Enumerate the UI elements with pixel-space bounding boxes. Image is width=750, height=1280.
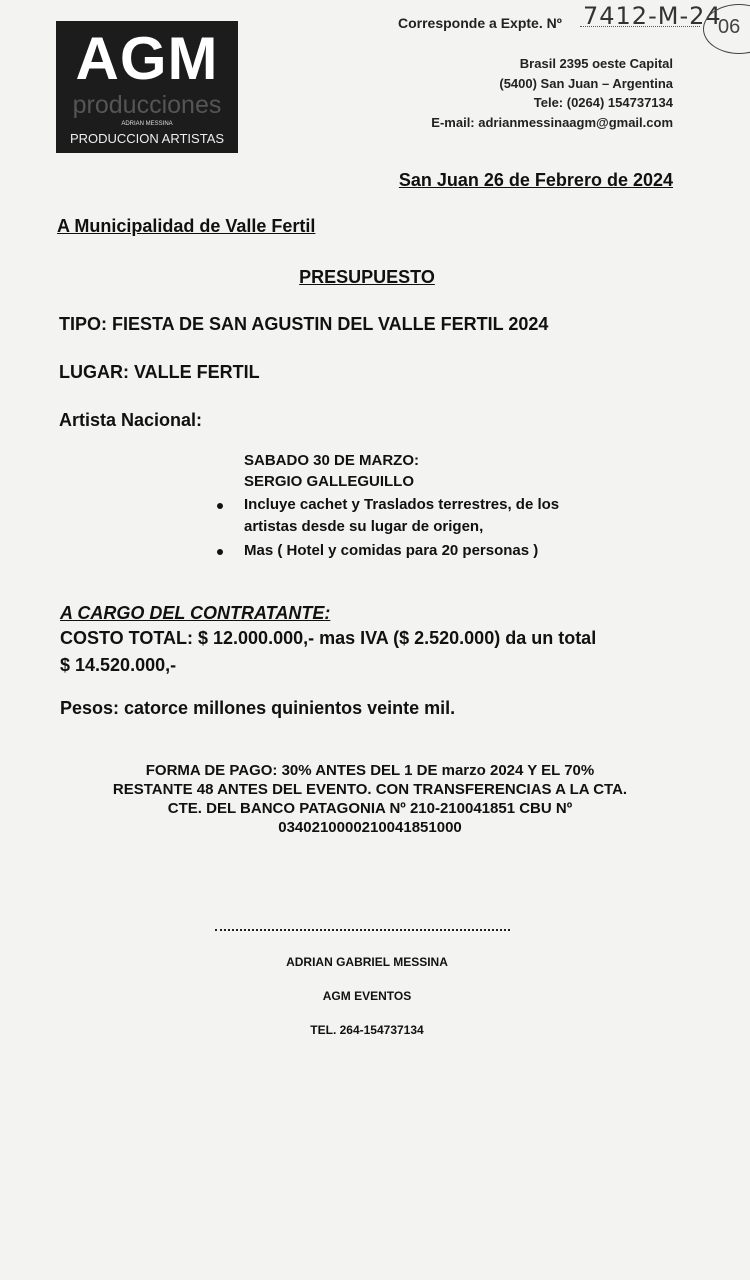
payment-line: FORMA DE PAGO: 30% ANTES DEL 1 DE marzo 2024 Y EL 70% [145,762,595,779]
list-item [216,540,559,562]
amount-in-words: Pesos: catorce millones quinientos veinte mil. [60,698,456,718]
list-item-line: artistas desde su lugar de origen, [244,518,484,535]
logo-sub: producciones [72,91,222,119]
expte-label: Corresponde a Expte. Nº [398,15,562,31]
logo-main: AGM [75,25,219,92]
total-cost [60,625,700,679]
address-line: Tele: (0264) 154737134 [533,95,673,110]
payment-line: 0340210000210041851000 [278,819,462,836]
logo-tagline: PRODUCCION ARTISTAS [69,131,225,146]
folio-stamp-text: 06 [718,16,741,38]
artist-label: Artista Nacional: [59,410,203,430]
signer-name: ADRIAN GABRIEL MESSINA [286,955,448,969]
list-item-line: Incluye cachet y Traslados terrestres, de los [244,496,560,513]
signer-phone: TEL. 264-154737134 [310,1023,424,1037]
address-line: Brasil 2395 oeste Capital [519,56,673,71]
signer-company: AGM EVENTOS [322,989,412,1003]
sender-address [431,54,673,132]
document-title: PRESUPUESTO [299,267,435,287]
event-type: TIPO: FIESTA DE SAN AGUSTIN DEL VALLE FERTIL 2024 [59,314,549,334]
contractor-charge-heading: A CARGO DEL CONTRATANTE: [60,603,331,623]
bullet-icon [217,549,223,555]
expte-dotted-line [580,26,700,27]
agm-logo [56,21,238,153]
artist-name: SERGIO GALLEGUILLO [244,472,415,490]
signature-line [215,929,510,931]
expte-number: 7412-M-24 [583,2,722,30]
list-item [216,494,559,538]
payment-line: RESTANTE 48 ANTES DEL EVENTO. CON TRANSFERENCIAS A LA CTA. [112,781,628,798]
event-place: LUGAR: VALLE FERTIL [59,362,260,382]
includes-list [216,494,559,562]
address-line: (5400) San Juan – Argentina [499,75,673,91]
payment-terms [40,761,700,837]
artist-block [244,451,419,492]
total-cost-line: $ 14.520.000,- [60,655,177,675]
payment-line: CTE. DEL BANCO PATAGONIA Nº 210-210041851 CBU Nº [167,800,573,817]
logo-owner: ADRIAN MESSINA [121,121,173,127]
recipient: A Municipalidad de Valle Fertil [57,216,316,236]
list-item-line: Mas ( Hotel y comidas para 20 personas ) [244,542,539,559]
bullet-icon [217,503,223,509]
address-line: E-mail: adrianmessinaagm@gmail.com [431,114,673,130]
event-date: SABADO 30 DE MARZO: [244,452,420,469]
document-date: San Juan 26 de Febrero de 2024 [398,170,673,190]
total-cost-line: COSTO TOTAL: $ 12.000.000,- mas IVA ($ 2.520.000) da un total [60,628,597,648]
